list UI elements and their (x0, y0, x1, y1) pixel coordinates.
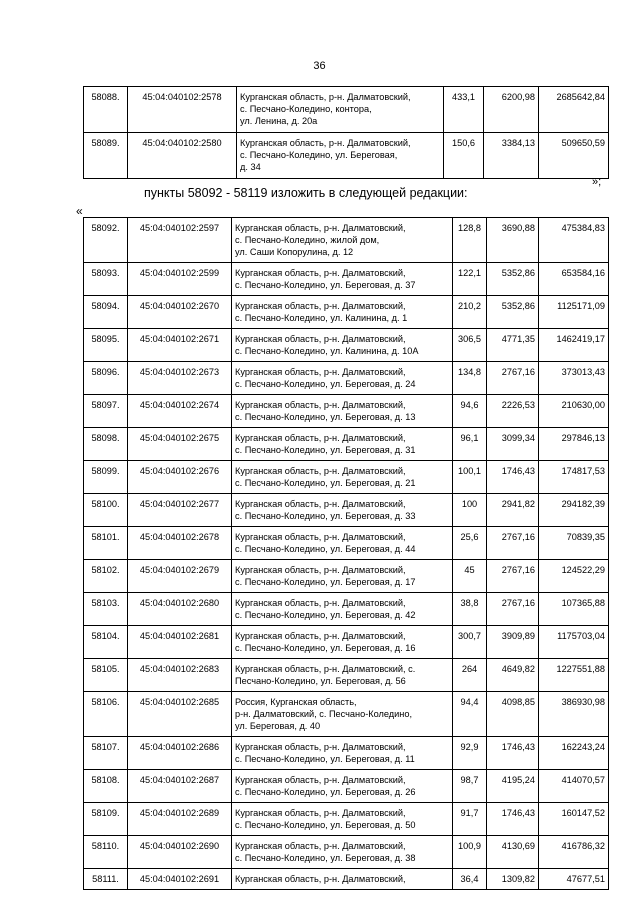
cadastral-number: 45:04:040102:2691 (128, 869, 232, 890)
address-cell: Курганская область, р-н. Далматовский, с. Песчано-Коледино, ул. Береговая, д. 50 (232, 803, 453, 836)
table-row (84, 428, 609, 461)
rate-cell: 3690,88 (487, 218, 539, 263)
area-cell: 100,9 (453, 836, 487, 869)
cadastral-number: 45:04:040102:2679 (128, 560, 232, 593)
row-number: 58089. (84, 133, 128, 179)
cadastral-number: 45:04:040102:2687 (128, 770, 232, 803)
address-cell: Курганская область, р-н. Далматовский, с. Песчано-Коледино, ул. Береговая, д. 16 (232, 626, 453, 659)
value-cell: 160147,52 (539, 803, 609, 836)
cadastral-number: 45:04:040102:2680 (128, 593, 232, 626)
table-row (84, 87, 609, 133)
amendment-instruction: пункты 58092 - 58119 изложить в следующей редакции: (144, 186, 468, 200)
value-cell: 1462419,17 (539, 329, 609, 362)
row-number: 58099. (84, 461, 128, 494)
address-cell: Курганская область, р-н. Далматовский, с. Песчано-Коледино, ул. Береговая, д. 21 (232, 461, 453, 494)
table-row (84, 461, 609, 494)
cadastral-number: 45:04:040102:2685 (128, 692, 232, 737)
value-cell: 297846,13 (539, 428, 609, 461)
row-number: 58096. (84, 362, 128, 395)
address-cell: Курганская область, р-н. Далматовский, с. Песчано-Коледино, ул. Береговая, д. 56 (232, 659, 453, 692)
rate-cell: 4649,82 (487, 659, 539, 692)
rate-cell: 2767,16 (487, 593, 539, 626)
table-row (84, 362, 609, 395)
value-cell: 414070,57 (539, 770, 609, 803)
address-cell: Курганская область, р-н. Далматовский, с. Песчано-Коледино, ул. Береговая, д. 37 (232, 263, 453, 296)
rate-cell: 6200,98 (484, 87, 539, 133)
table-row (84, 869, 609, 890)
area-cell: 122,1 (453, 263, 487, 296)
area-cell: 300,7 (453, 626, 487, 659)
value-cell: 107365,88 (539, 593, 609, 626)
value-cell: 210630,00 (539, 395, 609, 428)
table-row (84, 692, 609, 737)
rate-cell: 1746,43 (487, 803, 539, 836)
area-cell: 94,6 (453, 395, 487, 428)
area-cell: 38,8 (453, 593, 487, 626)
address-cell: Курганская область, р-н. Далматовский, с. Песчано-Коледино, ул. Береговая, д. 17 (232, 560, 453, 593)
row-number: 58104. (84, 626, 128, 659)
value-cell: 509650,59 (539, 133, 609, 179)
row-number: 58088. (84, 87, 128, 133)
rate-cell: 2767,16 (487, 362, 539, 395)
rate-cell: 4195,24 (487, 770, 539, 803)
value-cell: 162243,24 (539, 737, 609, 770)
area-cell: 264 (453, 659, 487, 692)
rate-cell: 2767,16 (487, 527, 539, 560)
rate-cell: 3384,13 (484, 133, 539, 179)
row-number: 58094. (84, 296, 128, 329)
table-row (84, 560, 609, 593)
row-number: 58109. (84, 803, 128, 836)
address-cell: Курганская область, р-н. Далматовский, с. Песчано-Коледино, ул. Береговая, д. 38 (232, 836, 453, 869)
table-row (84, 593, 609, 626)
cadastral-number: 45:04:040102:2683 (128, 659, 232, 692)
area-cell: 91,7 (453, 803, 487, 836)
cadastral-number: 45:04:040102:2686 (128, 737, 232, 770)
row-number: 58098. (84, 428, 128, 461)
area-cell: 25,6 (453, 527, 487, 560)
row-number: 58110. (84, 836, 128, 869)
cadastral-number: 45:04:040102:2689 (128, 803, 232, 836)
page-number: 36 (313, 60, 326, 72)
table-row (84, 803, 609, 836)
row-number: 58105. (84, 659, 128, 692)
cadastral-number: 45:04:040102:2597 (128, 218, 232, 263)
value-cell: 653584,16 (539, 263, 609, 296)
rate-cell: 3909,89 (487, 626, 539, 659)
table-row (84, 133, 609, 179)
table-row (84, 770, 609, 803)
opening-quote: « (76, 204, 83, 218)
area-cell: 100 (453, 494, 487, 527)
table-row (84, 395, 609, 428)
value-cell: 1125171,09 (539, 296, 609, 329)
address-cell: Курганская область, р-н. Далматовский, с. Песчано-Коледино, ул. Береговая, д. 13 (232, 395, 453, 428)
cadastral-number: 45:04:040102:2578 (128, 87, 237, 133)
table-row (84, 263, 609, 296)
row-number: 58111. (84, 869, 128, 890)
row-number: 58093. (84, 263, 128, 296)
row-number: 58097. (84, 395, 128, 428)
address-cell: Россия, Курганская область, р-н. Далматовский, с. Песчано-Коледино, ул. Береговая, д. 40 (232, 692, 453, 737)
rate-cell: 1746,43 (487, 461, 539, 494)
main-table-body (84, 218, 609, 890)
cadastral-number: 45:04:040102:2671 (128, 329, 232, 362)
row-number: 58102. (84, 560, 128, 593)
value-cell: 70839,35 (539, 527, 609, 560)
address-cell: Курганская область, р-н. Далматовский, с. Песчано-Коледино, ул. Береговая, д. 11 (232, 737, 453, 770)
rate-cell: 4130,69 (487, 836, 539, 869)
address-cell: Курганская область, р-н. Далматовский, с. Песчано-Коледино, ул. Береговая, д. 33 (232, 494, 453, 527)
value-cell: 416786,32 (539, 836, 609, 869)
cadastral-number: 45:04:040102:2599 (128, 263, 232, 296)
area-cell: 36,4 (453, 869, 487, 890)
value-cell: 386930,98 (539, 692, 609, 737)
rate-cell: 4771,35 (487, 329, 539, 362)
area-cell: 96,1 (453, 428, 487, 461)
area-cell: 92,9 (453, 737, 487, 770)
rate-cell: 2941,82 (487, 494, 539, 527)
value-cell: 124522,29 (539, 560, 609, 593)
table-row (84, 296, 609, 329)
value-cell: 2685642,84 (539, 87, 609, 133)
rate-cell: 1309,82 (487, 869, 539, 890)
value-cell: 294182,39 (539, 494, 609, 527)
value-cell: 475384,83 (539, 218, 609, 263)
cadastral-number: 45:04:040102:2670 (128, 296, 232, 329)
address-cell: Курганская область, р-н. Далматовский, с. Песчано-Коледино, контора, ул. Ленина, д. 20а (237, 87, 444, 133)
cadastral-number: 45:04:040102:2673 (128, 362, 232, 395)
table-row (84, 494, 609, 527)
row-number: 58092. (84, 218, 128, 263)
table-row (84, 626, 609, 659)
table-row (84, 836, 609, 869)
area-cell: 100,1 (453, 461, 487, 494)
address-cell: Курганская область, р-н. Далматовский, с. Песчано-Коледино, ул. Калинина, д. 1 (232, 296, 453, 329)
table-row (84, 218, 609, 263)
cadastral-number: 45:04:040102:2676 (128, 461, 232, 494)
cadastral-number: 45:04:040102:2681 (128, 626, 232, 659)
area-cell: 150,6 (444, 133, 484, 179)
area-cell: 45 (453, 560, 487, 593)
rate-cell: 2767,16 (487, 560, 539, 593)
rate-cell: 4098,85 (487, 692, 539, 737)
row-number: 58101. (84, 527, 128, 560)
row-number: 58106. (84, 692, 128, 737)
value-cell: 1227551,88 (539, 659, 609, 692)
area-cell: 128,8 (453, 218, 487, 263)
address-cell: Курганская область, р-н. Далматовский, с. Песчано-Коледино, ул. Береговая, д. 34 (237, 133, 444, 179)
address-cell: Курганская область, р-н. Далматовский, с. Песчано-Коледино, ул. Береговая, д. 24 (232, 362, 453, 395)
table-row (84, 329, 609, 362)
address-cell: Курганская область, р-н. Далматовский, с. Песчано-Коледино, жилой дом, ул. Саши Копорулина, д. 12 (232, 218, 453, 263)
rate-cell: 5352,86 (487, 263, 539, 296)
address-cell: Курганская область, р-н. Далматовский, с. Песчано-Коледино, ул. Береговая, д. 31 (232, 428, 453, 461)
rate-cell: 3099,34 (487, 428, 539, 461)
area-cell: 98,7 (453, 770, 487, 803)
cadastral-number: 45:04:040102:2580 (128, 133, 237, 179)
value-cell: 47677,51 (539, 869, 609, 890)
area-cell: 134,8 (453, 362, 487, 395)
row-number: 58108. (84, 770, 128, 803)
cadastral-number: 45:04:040102:2674 (128, 395, 232, 428)
closing-quote: »; (592, 176, 602, 188)
top-table-body (84, 87, 609, 179)
table-row (84, 527, 609, 560)
cadastral-number: 45:04:040102:2675 (128, 428, 232, 461)
value-cell: 174817,53 (539, 461, 609, 494)
area-cell: 306,5 (453, 329, 487, 362)
area-cell: 210,2 (453, 296, 487, 329)
row-number: 58107. (84, 737, 128, 770)
address-cell: Курганская область, р-н. Далматовский, с. Песчано-Коледино, ул. Калинина, д. 10А (232, 329, 453, 362)
table-row (84, 737, 609, 770)
row-number: 58103. (84, 593, 128, 626)
property-table-amended (83, 217, 609, 890)
property-table-previous (83, 86, 609, 179)
cadastral-number: 45:04:040102:2677 (128, 494, 232, 527)
address-cell: Курганская область, р-н. Далматовский, с. Песчано-Коледино, ул. Береговая, д. 44 (232, 527, 453, 560)
address-cell: Курганская область, р-н. Далматовский, (232, 869, 453, 890)
cadastral-number: 45:04:040102:2678 (128, 527, 232, 560)
area-cell: 433,1 (444, 87, 484, 133)
area-cell: 94,4 (453, 692, 487, 737)
rate-cell: 5352,86 (487, 296, 539, 329)
row-number: 58095. (84, 329, 128, 362)
rate-cell: 2226,53 (487, 395, 539, 428)
cadastral-number: 45:04:040102:2690 (128, 836, 232, 869)
address-cell: Курганская область, р-н. Далматовский, с. Песчано-Коледино, ул. Береговая, д. 42 (232, 593, 453, 626)
value-cell: 373013,43 (539, 362, 609, 395)
row-number: 58100. (84, 494, 128, 527)
rate-cell: 1746,43 (487, 737, 539, 770)
table-row (84, 659, 609, 692)
address-cell: Курганская область, р-н. Далматовский, с. Песчано-Коледино, ул. Береговая, д. 26 (232, 770, 453, 803)
value-cell: 1175703,04 (539, 626, 609, 659)
